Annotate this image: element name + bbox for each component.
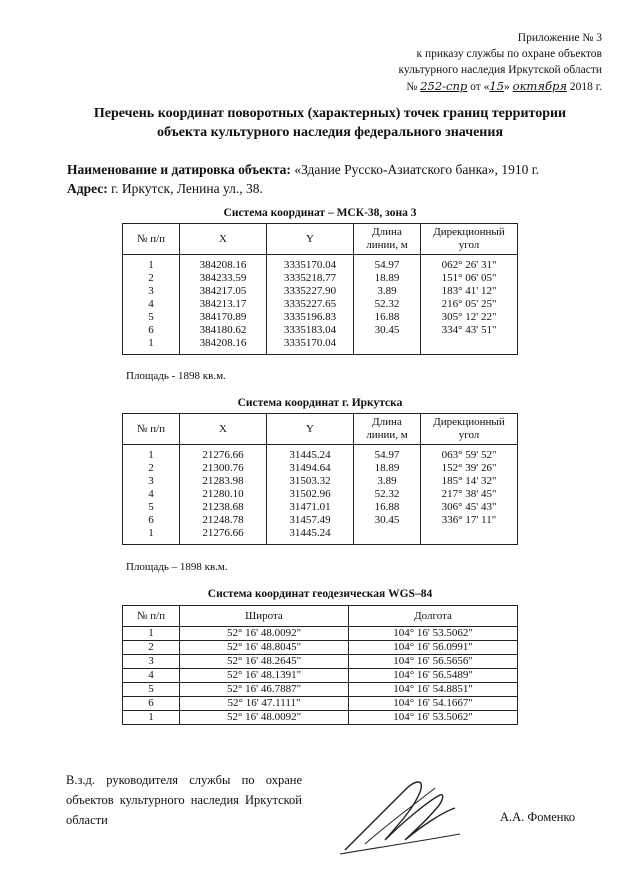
table-cell: 54.97	[374, 259, 400, 271]
table-cell	[425, 337, 513, 350]
table-cell: 31445.24	[289, 449, 331, 461]
table1-header-length: Длина линии, м	[354, 224, 421, 255]
table-row	[123, 697, 518, 711]
object-info	[67, 160, 627, 198]
order-date-from: от «	[470, 81, 490, 93]
table-cell: 54.97	[374, 449, 400, 461]
table-wgs84	[122, 605, 518, 725]
table-cell: 3335170.04	[283, 337, 337, 349]
table-cell: 21276.66	[202, 527, 244, 539]
table-cell: 3335218.77	[283, 272, 337, 284]
table3-header-num: № п/п	[123, 606, 180, 627]
table-cell: 31445.24	[289, 527, 331, 539]
table-cell: 104° 16' 53.5062"	[349, 627, 518, 641]
table-cell: 52° 16' 48.0092"	[180, 627, 349, 641]
table3-header-lat: Широта	[180, 606, 349, 627]
table-cell: 6	[148, 514, 154, 526]
table-cell: 4	[123, 669, 180, 683]
table-cell: 306° 45' 43"	[441, 501, 497, 513]
object-name-label: Наименование и датировка объекта:	[67, 162, 291, 177]
table-cell: 16.88	[374, 311, 400, 323]
table2-col-length	[354, 445, 421, 545]
table-cell: 2	[148, 272, 154, 284]
order-year: 2018 г.	[569, 81, 602, 93]
annex-order-line	[322, 78, 602, 95]
table-cell: 6	[148, 324, 154, 336]
table-cell: 104° 16' 53.5062"	[349, 711, 518, 725]
table-cell: 384213.17	[199, 298, 247, 310]
table-cell: 21276.66	[202, 449, 244, 461]
table2-col-y	[267, 445, 354, 545]
table-cell: 183° 41' 12"	[441, 285, 497, 297]
table-cell: 31457.49	[289, 514, 331, 526]
table3-header-row	[123, 606, 518, 627]
table-cell: 30.45	[374, 324, 400, 336]
table1-col-length	[354, 255, 421, 355]
table-cell: 52° 16' 48.1391"	[180, 669, 349, 683]
table-cell: 5	[148, 311, 154, 323]
order-number-prefix: №	[406, 81, 418, 93]
title-line-2: объекта культурного наследия федерального значения	[156, 125, 504, 140]
table3-header-lon: Долгота	[349, 606, 518, 627]
table-row	[123, 655, 518, 669]
table-cell: 2	[123, 641, 180, 655]
table-cell: 1	[148, 449, 154, 461]
table2-header-angle: Дирекционный угол	[421, 414, 518, 445]
table-cell: 3335227.65	[283, 298, 337, 310]
table-cell: 4	[148, 488, 154, 500]
table-cell: 6	[123, 697, 180, 711]
table-cell	[358, 527, 416, 540]
handwritten-signature	[335, 770, 465, 860]
table1-header-x: X	[180, 224, 267, 255]
table-cell: 18.89	[374, 462, 400, 474]
table-cell: 31471.01	[289, 501, 331, 513]
table-cell: 52° 16' 48.2645"	[180, 655, 349, 669]
table-cell: 3.89	[377, 285, 397, 297]
table-cell: 336° 17' 11"	[441, 514, 497, 526]
table-cell: 384208.16	[199, 337, 247, 349]
table-cell: 5	[123, 683, 180, 697]
table1-col-angle	[421, 255, 518, 355]
table2-header-row	[123, 414, 518, 445]
annex-line-3: культурного наследия Иркутской области	[398, 64, 602, 76]
title-line-1: Перечень координат поворотных (характерных) точек границ территории	[93, 106, 567, 121]
table3-caption: Система координат геодезическая WGS–84	[207, 588, 433, 600]
signatory-position: В.з.д. руководителя службы по охране объектов культурного наследия Иркутской области	[66, 773, 302, 827]
table-cell: 52° 16' 48.8045"	[180, 641, 349, 655]
table-cell: 3.89	[377, 475, 397, 487]
table-cell: 384233.59	[199, 272, 247, 284]
table-cell: 384217.05	[199, 285, 247, 297]
object-address-value: г. Иркутск, Ленина ул., 38.	[111, 181, 263, 196]
table-cell: 52.32	[374, 298, 400, 310]
table-cell: 384208.16	[199, 259, 247, 271]
table1-col-x	[180, 255, 267, 355]
table-irkutsk	[122, 413, 518, 545]
table-cell: 52° 16' 48.0092"	[180, 711, 349, 725]
table-cell: 30.45	[374, 514, 400, 526]
table-cell: 2	[148, 462, 154, 474]
table-cell: 104° 16' 56.5489"	[349, 669, 518, 683]
table-cell: 384170.89	[199, 311, 247, 323]
table-cell: 3	[123, 655, 180, 669]
order-number: 252-спр	[420, 79, 468, 93]
table-cell: 31494.64	[289, 462, 331, 474]
table-row	[123, 683, 518, 697]
table2-header-length: Длина линии, м	[354, 414, 421, 445]
table-cell: 31503.32	[289, 475, 331, 487]
table1-header-row	[123, 224, 518, 255]
table-cell: 18.89	[374, 272, 400, 284]
table-cell: 52° 16' 47.1111"	[180, 697, 349, 711]
table-row	[123, 711, 518, 725]
table-cell: 185° 14' 32"	[441, 475, 497, 487]
table1-col-num	[123, 255, 180, 355]
table2-caption: Система координат г. Иркутска	[237, 397, 403, 409]
table-cell	[425, 527, 513, 540]
table-cell: 3	[148, 475, 154, 487]
annex-line-2: к приказу службы по охране объектов	[416, 48, 602, 60]
table-cell: 52° 16' 46.7887"	[180, 683, 349, 697]
order-quote-close: »	[504, 81, 510, 93]
table-cell: 21238.68	[202, 501, 244, 513]
table-cell: 104° 16' 54.1667"	[349, 697, 518, 711]
order-day: 15	[489, 79, 505, 93]
table1-area: Площадь - 1898 кв.м.	[126, 370, 226, 382]
table-cell: 3335170.04	[283, 259, 337, 271]
object-name-value: «Здание Русско-Азиатского банка», 1910 г.	[294, 162, 540, 177]
table2-header-y: Y	[267, 414, 354, 445]
table-cell: 063° 59' 52"	[441, 449, 497, 461]
table-cell: 31502.96	[289, 488, 331, 500]
table-cell: 1	[123, 627, 180, 641]
table-cell: 216° 05' 25"	[441, 298, 497, 310]
table2-header-num: № п/п	[123, 414, 180, 445]
table-cell: 52.32	[374, 488, 400, 500]
table-cell: 4	[148, 298, 154, 310]
table-row	[123, 641, 518, 655]
table-cell: 3335227.90	[283, 285, 337, 297]
table-cell: 21300.76	[202, 462, 244, 474]
table-cell: 104° 16' 56.5656"	[349, 655, 518, 669]
table-cell: 217° 38' 45"	[441, 488, 497, 500]
table1-header-angle: Дирекционный угол	[421, 224, 518, 255]
table-cell: 062° 26' 31"	[441, 259, 497, 271]
table-cell: 152° 39' 26"	[441, 462, 497, 474]
order-month: октября	[512, 79, 567, 93]
table-cell: 16.88	[374, 501, 400, 513]
table-row	[123, 627, 518, 641]
object-name-row	[67, 160, 627, 179]
table-cell: 104° 16' 56.0991"	[349, 641, 518, 655]
table-cell	[358, 337, 416, 350]
table-cell: 21248.78	[202, 514, 244, 526]
table-cell: 1	[148, 259, 154, 271]
table-cell: 3335183.04	[283, 324, 337, 336]
table2-col-num	[123, 445, 180, 545]
table2-col-angle	[421, 445, 518, 545]
object-address-label: Адрес:	[67, 181, 108, 196]
table1-body	[123, 255, 518, 355]
table2-body	[123, 445, 518, 545]
table2-col-x	[180, 445, 267, 545]
table-msk38	[122, 223, 518, 355]
table1-header-y: Y	[267, 224, 354, 255]
annex-line-1: Приложение № 3	[517, 32, 602, 44]
table-cell: 334° 43' 51"	[441, 324, 497, 336]
object-address-row	[67, 179, 627, 198]
table1-header-num: № п/п	[123, 224, 180, 255]
page-title	[60, 104, 600, 142]
table2-header-x: X	[180, 414, 267, 445]
table-cell: 1	[123, 711, 180, 725]
annex-header	[322, 30, 602, 95]
table1-caption: Система координат – МСК-38, зона 3	[223, 207, 417, 219]
table-cell: 3	[148, 285, 154, 297]
table-cell: 1	[148, 527, 154, 539]
table-cell: 384180.62	[199, 324, 247, 336]
table-cell: 3335196.83	[283, 311, 337, 323]
table-cell: 21283.98	[202, 475, 244, 487]
table2-area: Площадь – 1898 кв.м.	[126, 561, 228, 573]
table-row	[123, 669, 518, 683]
table-cell: 305° 12' 22"	[441, 311, 497, 323]
table-cell: 5	[148, 501, 154, 513]
table-cell: 1	[148, 337, 154, 349]
table-cell: 21280.10	[202, 488, 244, 500]
table-cell: 104° 16' 54.8851"	[349, 683, 518, 697]
signatory-name: А.А. Фоменко	[500, 810, 576, 824]
table-cell: 151° 06' 05"	[441, 272, 497, 284]
table1-col-y	[267, 255, 354, 355]
